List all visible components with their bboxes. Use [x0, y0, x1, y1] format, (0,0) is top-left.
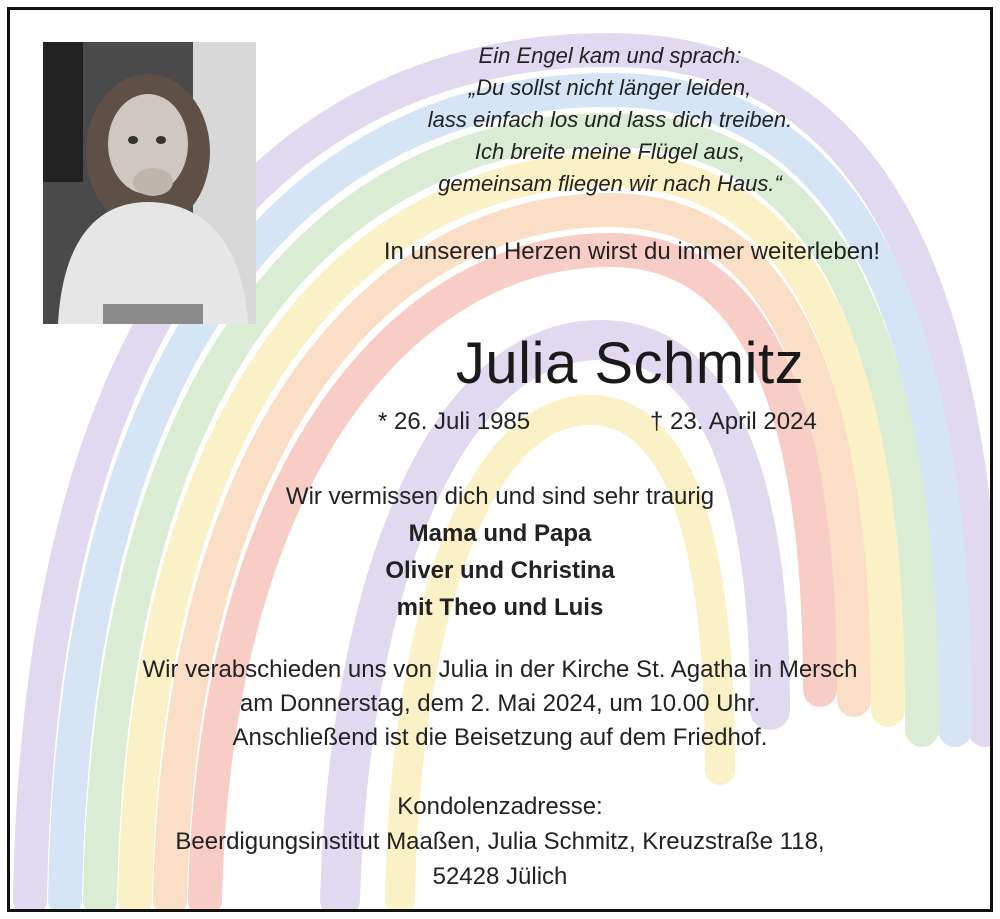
poem	[350, 40, 870, 200]
condolence-label: Kondolenzadresse:	[397, 793, 603, 820]
death-date: † 23. April 2024	[650, 408, 817, 435]
condolence-line: Beerdigungsinstitut Maaßen, Julia Schmitz, Kreuzstraße 118,	[175, 828, 825, 855]
condolence-address	[50, 789, 950, 894]
family-member: mit Theo und Luis	[396, 594, 604, 621]
funeral-service-info	[50, 653, 950, 755]
condolence-line: 52428 Jülich	[432, 863, 568, 890]
obituary-card	[7, 7, 993, 912]
poem-line: „Du sollst nicht länger leiden,	[468, 75, 752, 100]
family-member: Mama und Papa	[408, 520, 592, 547]
family-member: Oliver und Christina	[385, 557, 615, 584]
poem-line: Ein Engel kam und sprach:	[478, 43, 742, 68]
poem-line: gemeinsam fliegen wir nach Haus.“	[438, 171, 782, 196]
deceased-name: Julia Schmitz	[455, 331, 805, 396]
service-line: Anschließend ist die Beisetzung auf dem Friedhof.	[232, 724, 768, 751]
poem-line: Ich breite meine Flügel aus,	[474, 139, 746, 164]
service-line: Wir verabschieden uns von Julia in der Kirche St. Agatha in Mersch	[142, 656, 858, 683]
family-section	[150, 478, 850, 626]
remembrance-line: In unseren Herzen wirst du immer weiterleben!	[383, 238, 881, 265]
birth-date: * 26. Juli 1985	[378, 408, 531, 435]
service-line: am Donnerstag, dem 2. Mai 2024, um 10.00 Uhr.	[239, 690, 761, 717]
portrait-photo	[43, 42, 256, 324]
portrait-icon	[43, 42, 256, 324]
family-intro: Wir vermissen dich und sind sehr traurig	[285, 483, 715, 510]
poem-line: lass einfach los und lass dich treiben.	[427, 107, 793, 132]
